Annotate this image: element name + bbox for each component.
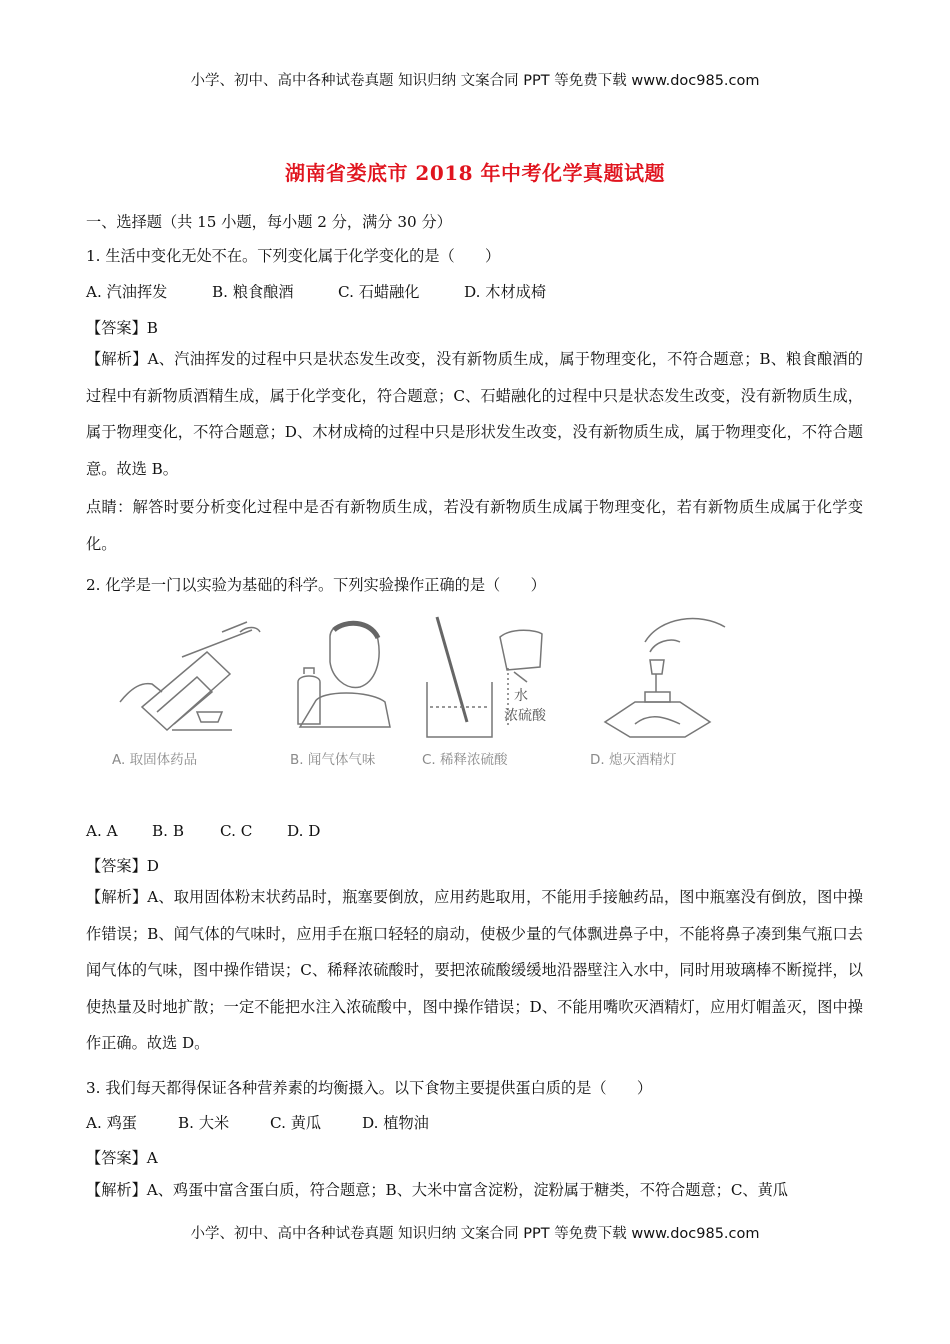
figure-c <box>422 612 572 772</box>
figure-d-caption: D. 熄灭酒精灯 <box>590 752 677 768</box>
q3-option-c: C. 黄瓜 <box>270 1114 322 1132</box>
page-footer: 小学、初中、高中各种试卷真题 知识归纳 文案合同 PPT 等免费下载 www.doc985.com <box>190 1226 760 1242</box>
q1-answer: 【答案】B <box>86 319 158 337</box>
page-title: 湖南省娄底市 2018 年中考化学真题试题 <box>284 161 666 185</box>
q1-option-d: D. 木材成椅 <box>464 283 547 301</box>
q2-option-a: A. A <box>86 822 118 840</box>
figure-d <box>590 612 740 772</box>
q3-stem: 3. 我们每天都得保证各种营养素的均衡摄入。以下食物主要提供蛋白质的是（ ） <box>86 1079 653 1097</box>
q2-options <box>86 821 320 841</box>
q2-analysis: 【解析】A、取用固体粉末状药品时，瓶塞要倒放，应用药匙取用，不能用手接触药品，图中瓶塞没有倒放，图中操作错误；B、闻气体的气味时，应用手在瓶口轻轻的扇动，使极少量的气体飘进鼻子中，不能将鼻子凑到集气瓶口去闻气体的气味，图中操作错误；C、稀释浓硫酸时，要把浓硫酸缓缓地沿器壁注入水中，同时用玻璃棒不断搅拌，以使热量及时地扩散；一定不能把水注入浓硫酸中，图中操作错误；D、不能用嘴吹灭酒精灯，应用灯帽盖灭，图中操作正确。故选 D。 <box>86 888 863 1052</box>
q2-option-d: D. D <box>287 822 321 840</box>
q1-stem: 1. 生活中变化无处不在。下列变化属于化学变化的是（ ） <box>86 247 501 265</box>
q2-option-c: C. C <box>220 822 253 840</box>
q1-analysis: 【解析】A、汽油挥发的过程中只是状态发生改变，没有新物质生成，属于物理变化，不符合题意；B、粮食酿酒的过程中有新物质酒精生成，属于化学变化，符合题意；C、石蜡融化的过程中只是状态发生改变，没有新物质生成，属于物理变化，不符合题意；D、木材成椅的过程中只是形状发生改变，没有新物质生成，属于物理变化，不符合题意。故选 B。 <box>86 350 863 478</box>
figure-c-acid-label: 浓硫酸 <box>504 708 546 724</box>
q1-tip: 点睛：解答时要分析变化过程中是否有新物质生成，若没有新物质生成属于物理变化，若有新物质生成属于化学变化。 <box>86 498 863 553</box>
q3-answer: 【答案】A <box>86 1149 158 1167</box>
q1-options <box>86 282 546 302</box>
section-heading: 一、选择题（共 15 小题，每小题 2 分，满分 30 分） <box>86 213 452 231</box>
figure-a-drawing <box>112 612 262 742</box>
figure-a <box>112 612 262 772</box>
q3-option-b: B. 大米 <box>178 1114 230 1132</box>
q1-option-b: B. 粮食酿酒 <box>212 283 294 301</box>
q2-stem: 2. 化学是一门以实验为基础的科学。下列实验操作正确的是（ ） <box>86 576 546 594</box>
figure-d-drawing <box>590 612 740 742</box>
figure-a-caption: A. 取固体药品 <box>112 752 198 768</box>
q3-option-d: D. 植物油 <box>362 1114 429 1132</box>
figure-c-water-label: 水 <box>514 688 528 704</box>
q1-option-a: A. 汽油挥发 <box>86 283 168 301</box>
figure-c-caption: C. 稀释浓硫酸 <box>422 752 508 768</box>
q3-option-a: A. 鸡蛋 <box>86 1114 137 1132</box>
figure-c-drawing <box>422 612 572 742</box>
q2-option-b: B. B <box>152 822 184 840</box>
q3-analysis: 【解析】A、鸡蛋中富含蛋白质，符合题意；B、大米中富含淀粉，淀粉属于糖类，不符合题意；C、黄瓜 <box>86 1181 788 1199</box>
figure-b <box>290 612 400 772</box>
q2-figures <box>112 612 732 772</box>
q2-answer: 【答案】D <box>86 857 159 875</box>
q1-option-c: C. 石蜡融化 <box>338 283 420 301</box>
q3-options <box>86 1113 429 1133</box>
figure-b-caption: B. 闻气体气味 <box>290 752 376 768</box>
page-header: 小学、初中、高中各种试卷真题 知识归纳 文案合同 PPT 等免费下载 www.doc985.com <box>190 73 760 89</box>
figure-b-drawing <box>290 612 400 742</box>
